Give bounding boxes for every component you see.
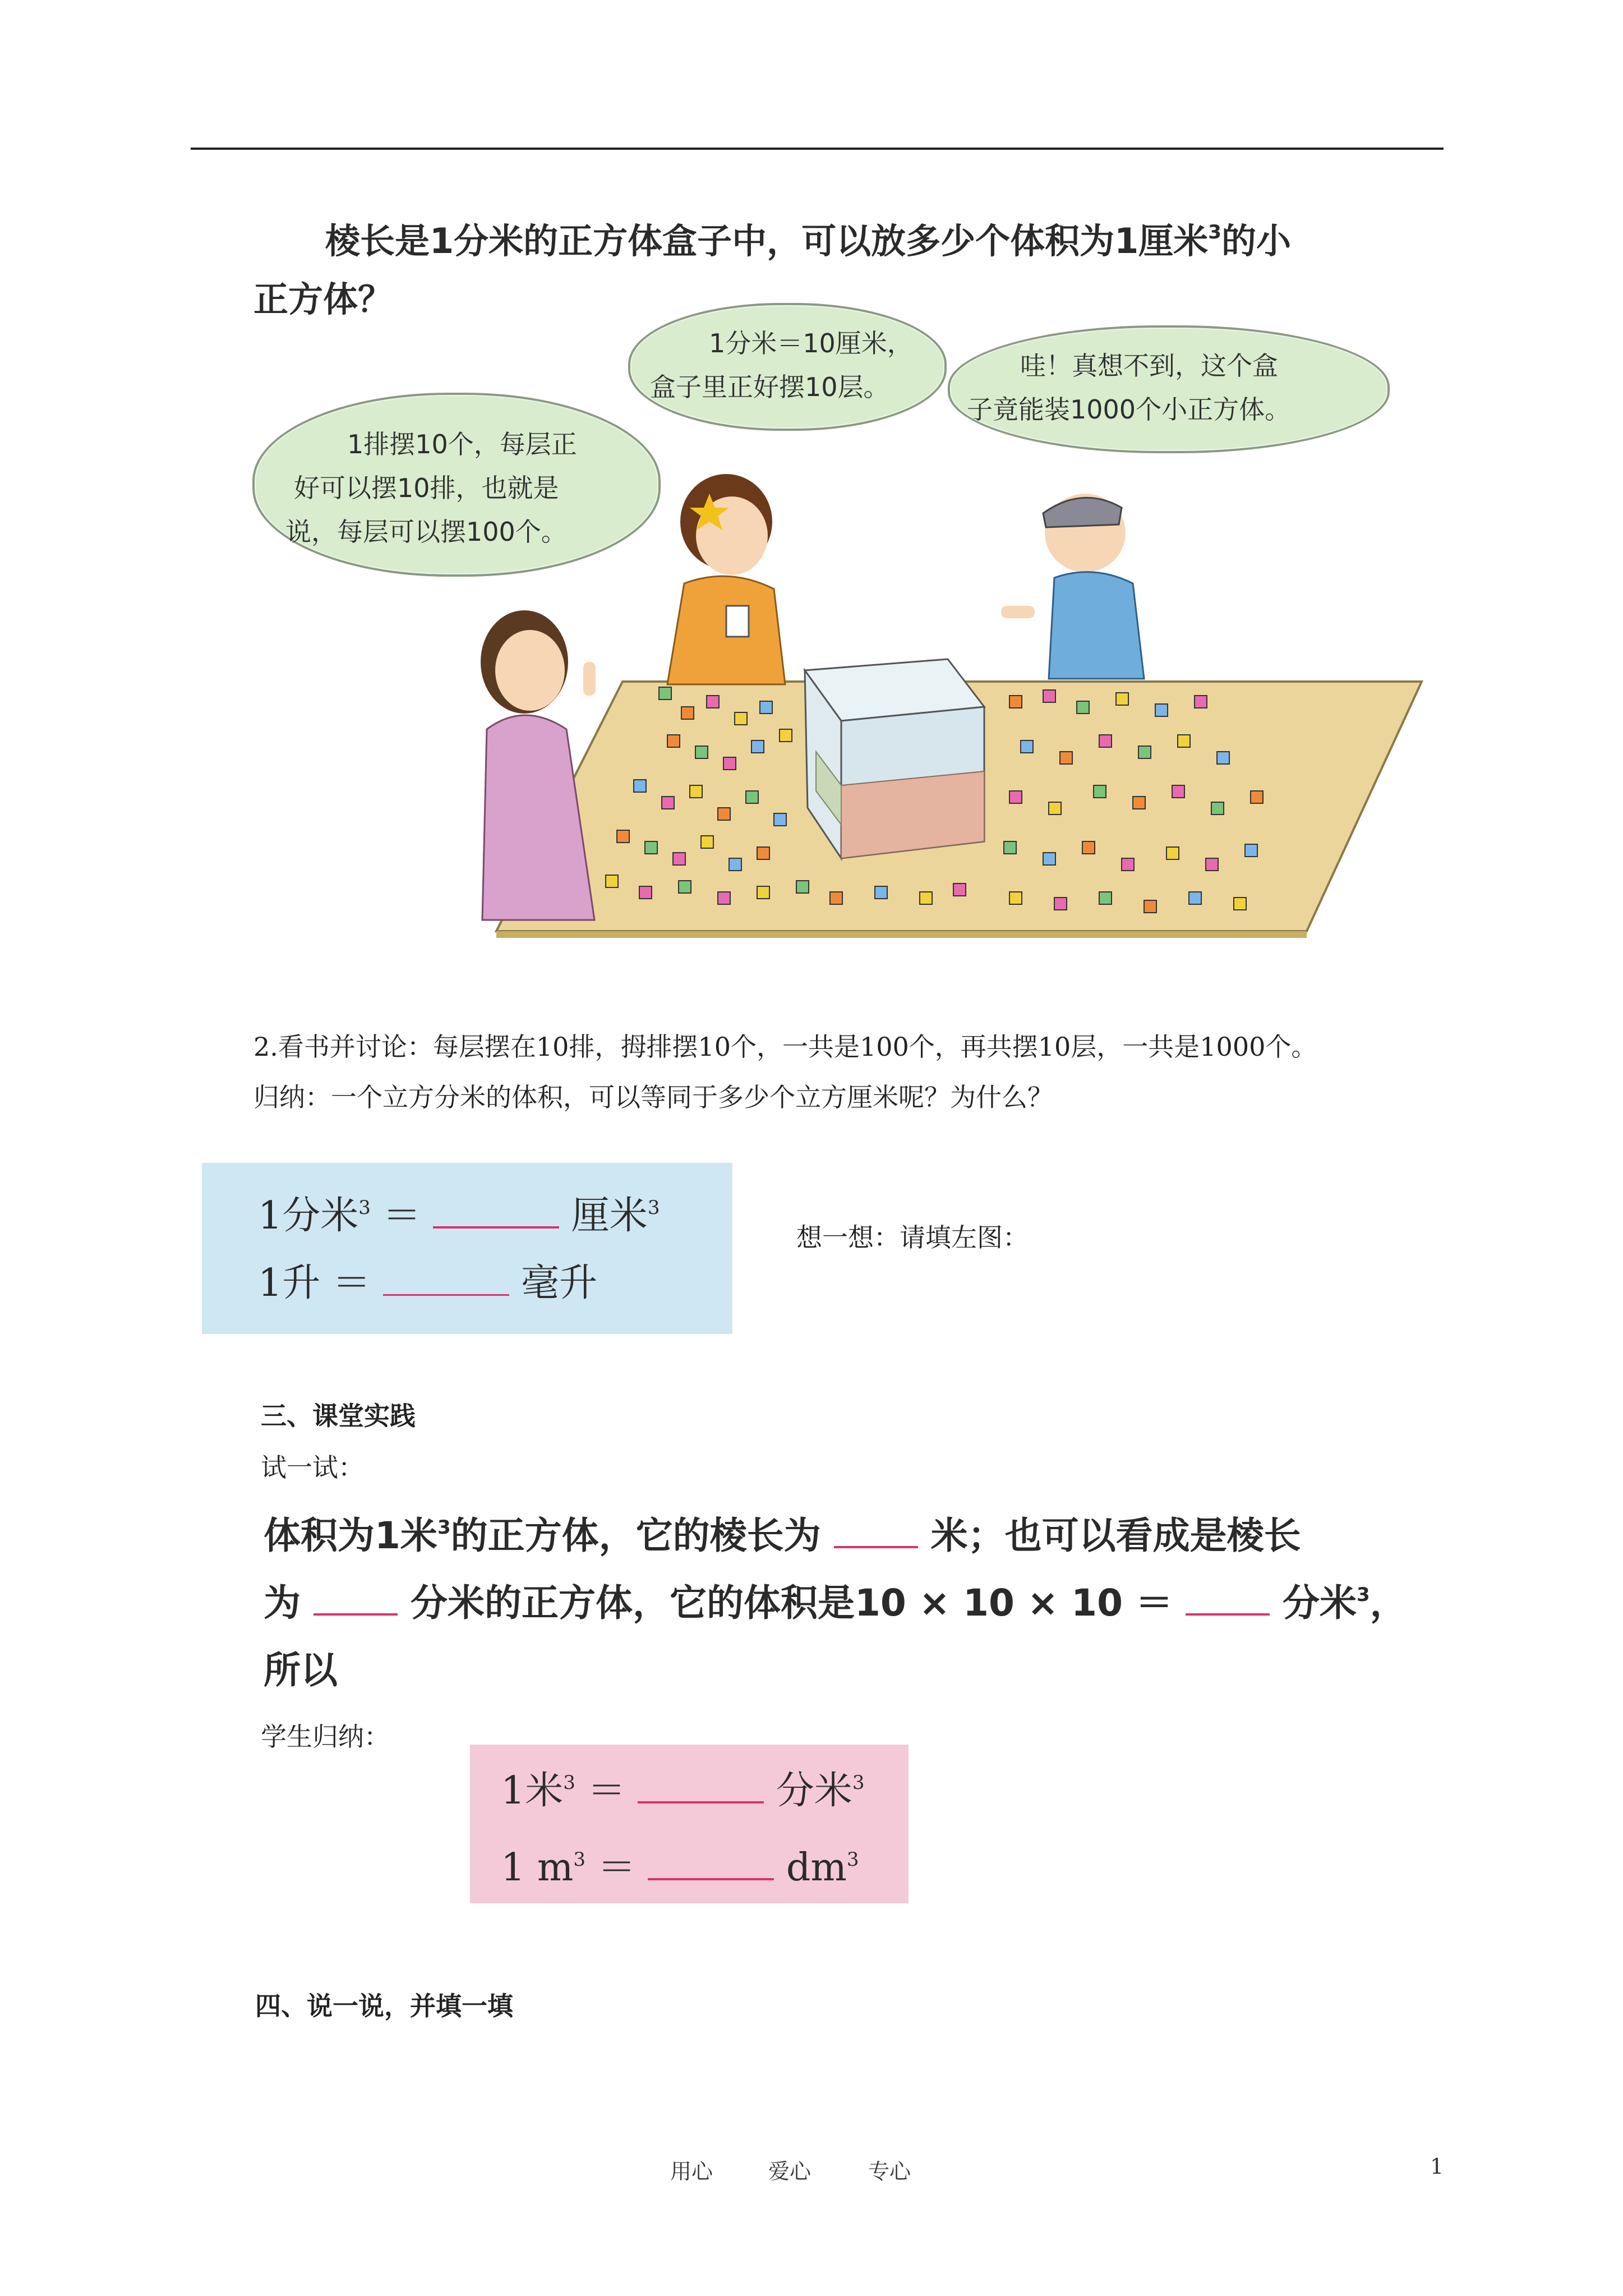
practice-line-3: 所以 <box>264 1649 338 1692</box>
blank-5[interactable] <box>1186 1609 1270 1616</box>
question-line-2: 正方体？ <box>253 279 393 320</box>
footer-word-2: 爱心 <box>768 2159 811 2184</box>
try-label: 试一试： <box>261 1452 364 1483</box>
blank-6[interactable] <box>638 1797 764 1803</box>
footer-word-3: 专心 <box>868 2159 911 2184</box>
bubble-middle-line-2: 盒子里正好摆10层。 <box>650 372 889 402</box>
blank-3[interactable] <box>834 1542 918 1548</box>
speech-bubble-right <box>948 325 1390 453</box>
bubble-left-line-2: 好可以摆10排，也就是 <box>294 473 559 503</box>
discussion-line-2: 归纳：一个立方分米的体积，可以等同于多少个立方厘米呢？为什么？ <box>253 1082 1053 1112</box>
section-4-title: 四、说一说，并填一填 <box>255 1991 513 2021</box>
bubble-right-line-2: 子竟能装1000个小正方体。 <box>967 394 1291 425</box>
blue-formula-box <box>202 1163 732 1334</box>
blank-1[interactable] <box>433 1222 559 1228</box>
blank-7[interactable] <box>648 1874 774 1880</box>
blue-box-row-2: 1升 ＝ 毫升 <box>258 1261 598 1305</box>
bubble-left-line-1: 1排摆10个，每层正 <box>347 429 577 459</box>
classroom-scene-graphic <box>0 0 1623 954</box>
blue-box-row-1: 1分米$^3$ ＝ 厘米$^3$ <box>258 1194 660 1238</box>
speech-bubble-left <box>252 393 661 577</box>
discussion-line-1: 2.看书并讨论：每层摆在10排，拇排摆10个，一共是100个，再共摆10层，一共是1000个。 <box>253 1032 1317 1062</box>
pink-box-row-1: 1米$^3$ ＝ 分米$^3$ <box>501 1769 865 1813</box>
section-3-title: 三、课堂实践 <box>261 1401 416 1431</box>
footer-word-1: 用心 <box>670 2159 713 2184</box>
illustration <box>0 0 1623 954</box>
speech-bubble-middle <box>628 303 947 431</box>
blank-2[interactable] <box>383 1290 509 1296</box>
page-number: 1 <box>1430 2154 1444 2179</box>
practice-line-2: 为 分米的正方体，它的体积是10 × 10 × 10 ＝ 分米$^3$， <box>264 1581 1407 1625</box>
bubble-left-line-3: 说，每层可以摆100个。 <box>285 517 567 547</box>
question-line-1: 棱长是1分米的正方体盒子中，可以放多少个体积为1厘米$^3$的小 <box>325 220 1291 261</box>
think-prompt: 想一想：请填左图： <box>796 1222 1029 1253</box>
practice-line-1: 体积为1米$^3$的正方体，它的棱长为 米；也可以看成是棱长 <box>264 1514 1301 1557</box>
pink-formula-box <box>470 1745 909 1903</box>
pink-box-row-2: 1 $m^3 = dm^3$ <box>501 1846 859 1890</box>
blank-4[interactable] <box>313 1609 398 1616</box>
bubble-right-line-1: 哇！真想不到，这个盒 <box>1020 351 1278 381</box>
student-summary-label: 学生归纳： <box>261 1722 390 1752</box>
bubble-middle-line-1: 1分米＝10厘米， <box>709 328 913 358</box>
